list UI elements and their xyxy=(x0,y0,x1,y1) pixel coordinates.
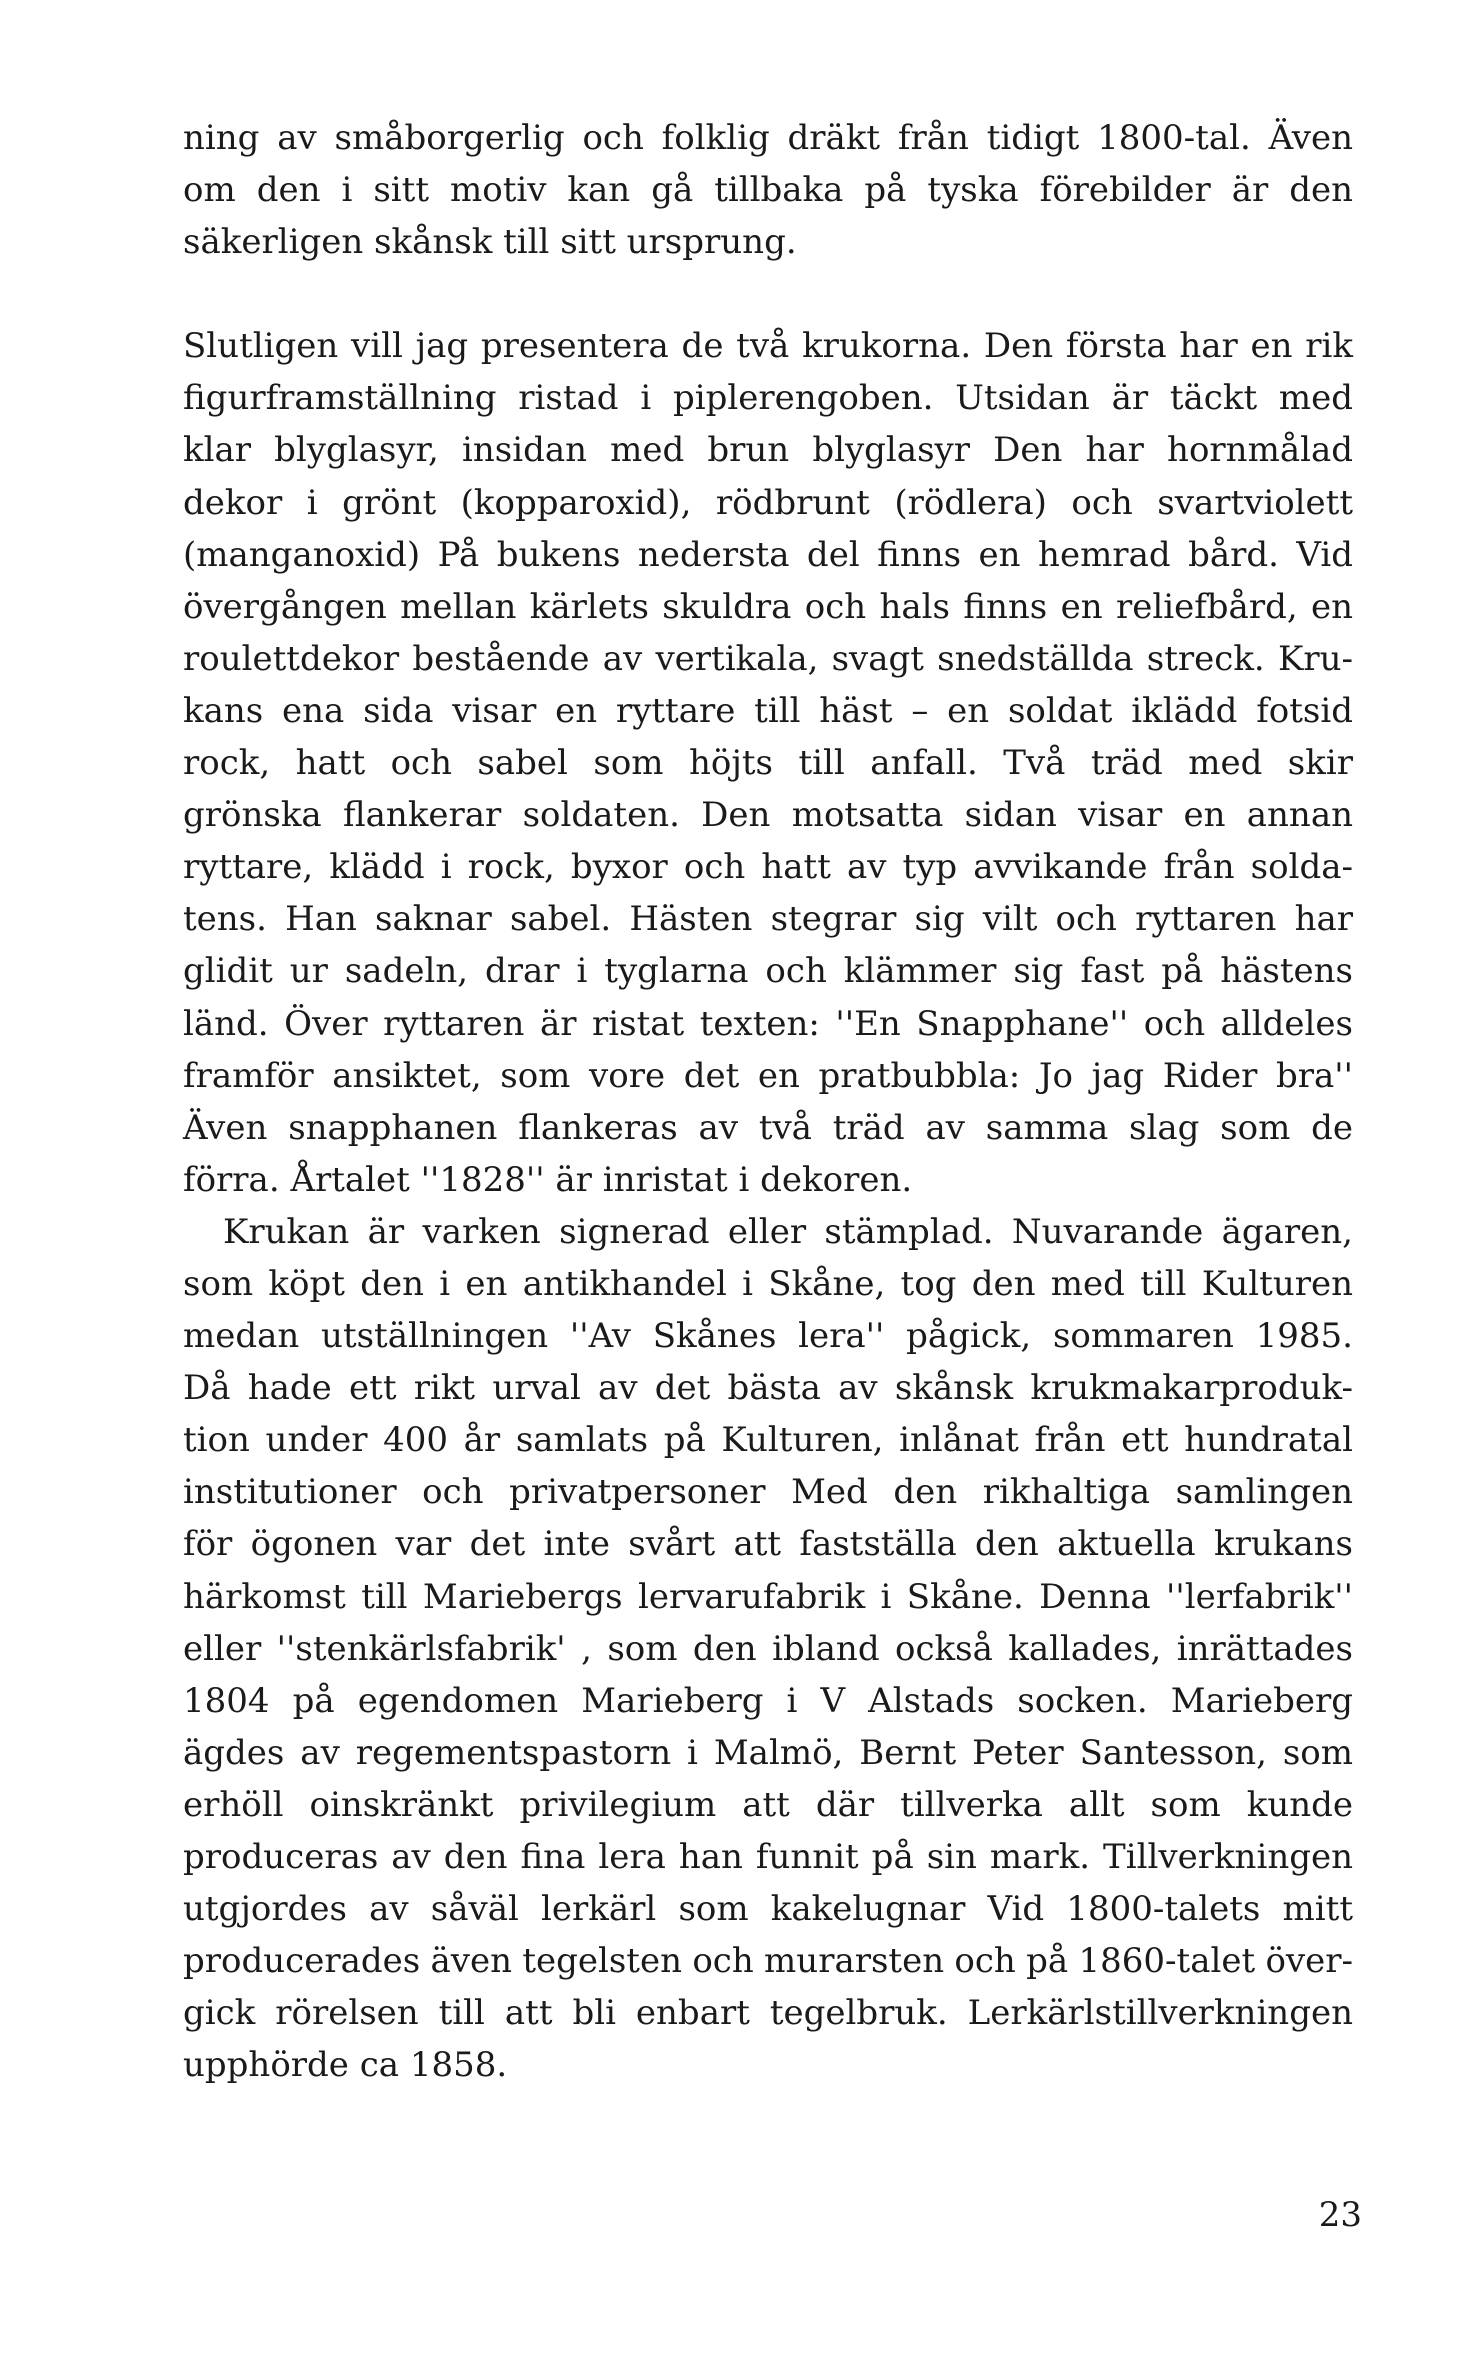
text-line: roulettdekor bestående av vertikala, svagt snedställda streck. Kru- xyxy=(183,638,1353,679)
text-line: förra. Årtalet ''1828'' är inristat i dekoren. xyxy=(183,1159,913,1200)
page-number: 23 xyxy=(1318,2195,1362,2235)
text-line: utgjordes av såväl lerkärl som kakelugnar Vid 1800-talets mitt xyxy=(183,1889,1353,1930)
text-line: eller ''stenkärlsfabrik' , som den ibland också kallades, inrättades xyxy=(183,1628,1353,1669)
text-line: produceras av den fina lera han funnit på sin mark. Tillverkningen xyxy=(183,1837,1353,1877)
text-line: Slutligen vill jag presentera de två krukorna. Den första har en rik xyxy=(183,326,1353,367)
text-line: Även snapphanen flankeras av två träd av samma slag som de xyxy=(183,1107,1353,1148)
text-line: grönska flankerar soldaten. Den motsatta sidan visar en annan xyxy=(183,795,1353,836)
text-line: klar blyglasyr, insidan med brun blyglasyr Den har hornmålad xyxy=(183,430,1353,471)
body-text xyxy=(183,112,1353,2091)
text-line: figurframställning ristad i piplerengoben. Utsidan är täckt med xyxy=(183,378,1353,419)
text-line: institutioner och privatpersoner Med den rikhaltiga samlingen xyxy=(183,1472,1353,1513)
text-line: länd. Över ryttaren är ristat texten: ''En Snapphane'' och alldeles xyxy=(183,1003,1353,1044)
text-line: rock, hatt och sabel som höjts till anfall. Två träd med skir xyxy=(183,743,1353,784)
text-line: övergången mellan kärlets skuldra och hals finns en reliefbård, en xyxy=(183,586,1353,627)
text-line: erhöll oinskränkt privilegium att där tillverka allt som kunde xyxy=(183,1784,1353,1825)
text-line: ning av småborgerlig och folklig dräkt från tidigt 1800-tal. Även xyxy=(183,118,1353,158)
text-line: 1804 på egendomen Marieberg i V Alstads socken. Marieberg xyxy=(183,1680,1353,1721)
text-line: för ögonen var det inte svårt att fastställa den aktuella krukans xyxy=(183,1524,1353,1565)
text-line: härkomst till Mariebergs lervarufabrik i Skåne. Denna ''lerfabrik'' xyxy=(183,1576,1353,1617)
text-line: som köpt den i en antikhandel i Skåne, tog den med till Kulturen xyxy=(183,1263,1353,1304)
text-line: tion under 400 år samlats på Kulturen, inlånat från ett hundratal xyxy=(183,1420,1353,1461)
text-line: ryttare, klädd i rock, byxor och hatt av typ avvikande från solda- xyxy=(183,847,1353,888)
text-line: Krukan är varken signerad eller stämplad. Nuvarande ägaren, xyxy=(223,1211,1353,1252)
text-line: dekor i grönt (kopparoxid), rödbrunt (rödlera) och svartviolett xyxy=(183,482,1353,523)
text-line: (manganoxid) På bukens nedersta del finns en hemrad bård. Vid xyxy=(183,534,1353,575)
text-line: gick rörelsen till att bli enbart tegelbruk. Lerkärlstillverkningen xyxy=(183,1993,1353,2034)
text-line: Då hade ett rikt urval av det bästa av skånsk krukmakarproduk- xyxy=(183,1368,1353,1409)
text-line: kans ena sida visar en ryttare till häst – en soldat iklädd fotsid xyxy=(183,690,1353,731)
text-line: tens. Han saknar sabel. Hästen stegrar sig vilt och ryttaren har xyxy=(183,899,1353,940)
text-line: framför ansiktet, som vore det en pratbubbla: Jo jag Rider bra'' xyxy=(183,1055,1353,1096)
text-line: upphörde ca 1858. xyxy=(183,2045,508,2086)
text-line: om den i sitt motiv kan gå tillbaka på tyska förebilder är den xyxy=(183,170,1353,211)
text-line: glidit ur sadeln, drar i tyglarna och klämmer sig fast på hästens xyxy=(183,951,1353,992)
text-line: medan utställningen ''Av Skånes lera'' pågick, sommaren 1985. xyxy=(183,1316,1353,1357)
text-line: producerades även tegelsten och murarsten och på 1860-talet över- xyxy=(183,1941,1353,1982)
paragraph-gap xyxy=(183,268,1353,320)
text-line: ägdes av regementspastorn i Malmö, Bernt Peter Santesson, som xyxy=(183,1732,1353,1773)
text-line: säkerligen skånsk till sitt ursprung. xyxy=(183,222,797,263)
